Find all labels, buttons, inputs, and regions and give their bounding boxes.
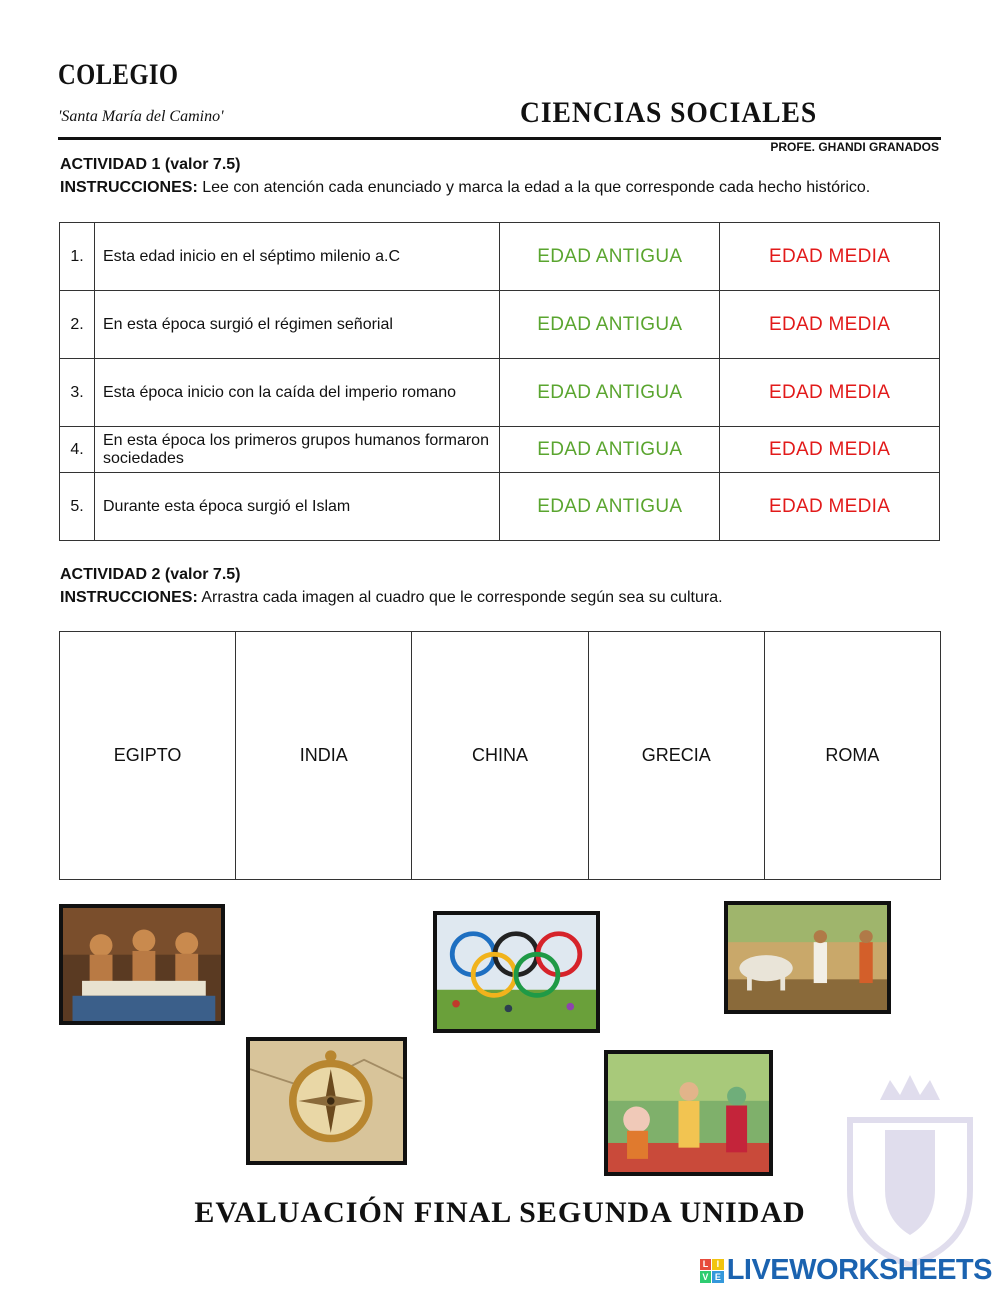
row-statement: Durante esta época surgió el Islam bbox=[94, 473, 499, 541]
option-edad-antigua[interactable]: EDAD ANTIGUA bbox=[500, 473, 720, 541]
draggable-farming-image[interactable] bbox=[724, 901, 891, 1014]
drop-zone-roma[interactable]: ROMA bbox=[825, 745, 880, 765]
option-edad-media[interactable]: EDAD MEDIA bbox=[720, 223, 940, 291]
option-edad-media[interactable]: EDAD MEDIA bbox=[720, 291, 940, 359]
liveworksheets-logo bbox=[700, 1254, 992, 1287]
table-row bbox=[60, 359, 940, 427]
instructions-label: INSTRUCCIONES: bbox=[60, 179, 198, 196]
drop-zone-india[interactable]: INDIA bbox=[236, 632, 412, 879]
hindu-deities-picture bbox=[608, 1054, 769, 1172]
row-statement: Esta edad inicio en el séptimo milenio a.C bbox=[94, 223, 499, 291]
row-statement: En esta época surgió el régimen señorial bbox=[94, 291, 499, 359]
school-motto: 'Santa María del Camino' bbox=[58, 108, 224, 125]
drop-zone-grecia[interactable]: GRECIA bbox=[589, 632, 765, 879]
row-statement: Esta época inicio con la caída del imperio romano bbox=[94, 359, 499, 427]
draggable-compass-image[interactable] bbox=[246, 1037, 407, 1165]
draggable-mummification-image[interactable] bbox=[59, 904, 225, 1025]
option-edad-antigua[interactable]: EDAD ANTIGUA bbox=[500, 359, 720, 427]
instructions-text: Lee con atención cada enunciado y marca la edad a la que corresponde cada hecho histórico. bbox=[197, 179, 871, 196]
teacher-name: PROFE. GHANDI GRANADOS bbox=[770, 140, 939, 154]
activity1-instructions bbox=[60, 179, 870, 197]
school-crest-watermark bbox=[830, 1070, 990, 1270]
instructions-label: INSTRUCCIONES: bbox=[60, 589, 198, 606]
activity2-title: ACTIVIDAD 2 (valor 7.5) bbox=[60, 566, 241, 583]
liveworksheets-logo-text: LIVEWORKSHEETS bbox=[726, 1254, 992, 1286]
culture-drop-grid bbox=[59, 631, 941, 880]
olympic-rings-picture bbox=[437, 915, 596, 1029]
drop-zone-egipto[interactable]: EGIPTO bbox=[60, 632, 236, 879]
option-edad-antigua[interactable]: EDAD ANTIGUA bbox=[500, 427, 720, 473]
evaluation-title: EVALUACIÓN FINAL SEGUNDA UNIDAD bbox=[194, 1196, 806, 1229]
option-edad-media[interactable]: EDAD MEDIA bbox=[720, 427, 940, 473]
subject-title: CIENCIAS SOCIALES bbox=[520, 96, 818, 129]
drop-zone-china[interactable]: CHINA bbox=[412, 632, 588, 879]
option-edad-media[interactable]: EDAD MEDIA bbox=[720, 359, 940, 427]
option-edad-media[interactable]: EDAD MEDIA bbox=[720, 473, 940, 541]
liveworksheets-mark-icon: L I V E bbox=[700, 1259, 724, 1283]
option-edad-antigua[interactable]: EDAD ANTIGUA bbox=[500, 223, 720, 291]
draggable-hindu-image[interactable] bbox=[604, 1050, 773, 1176]
activity1-title: ACTIVIDAD 1 (valor 7.5) bbox=[60, 156, 241, 173]
compass-picture bbox=[250, 1041, 403, 1161]
activity1-table bbox=[59, 222, 940, 541]
row-number: 3. bbox=[60, 359, 95, 427]
table-row bbox=[60, 427, 940, 473]
instructions-text: Arrastra cada imagen al cuadro que le corresponde según sea su cultura. bbox=[197, 589, 723, 606]
draggable-olympics-image[interactable] bbox=[433, 911, 600, 1033]
row-number: 2. bbox=[60, 291, 95, 359]
row-number: 5. bbox=[60, 473, 95, 541]
row-statement: En esta época los primeros grupos humanos formaron sociedades bbox=[94, 427, 499, 473]
option-edad-antigua[interactable]: EDAD ANTIGUA bbox=[500, 291, 720, 359]
school-name: COLEGIO bbox=[58, 58, 179, 91]
plowing-oxen-picture bbox=[728, 905, 887, 1010]
mummification-picture bbox=[63, 908, 221, 1021]
table-row bbox=[60, 291, 940, 359]
table-row bbox=[60, 473, 940, 541]
activity2-instructions bbox=[60, 589, 723, 607]
row-number: 1. bbox=[60, 223, 95, 291]
table-row bbox=[60, 223, 940, 291]
row-number: 4. bbox=[60, 427, 95, 473]
